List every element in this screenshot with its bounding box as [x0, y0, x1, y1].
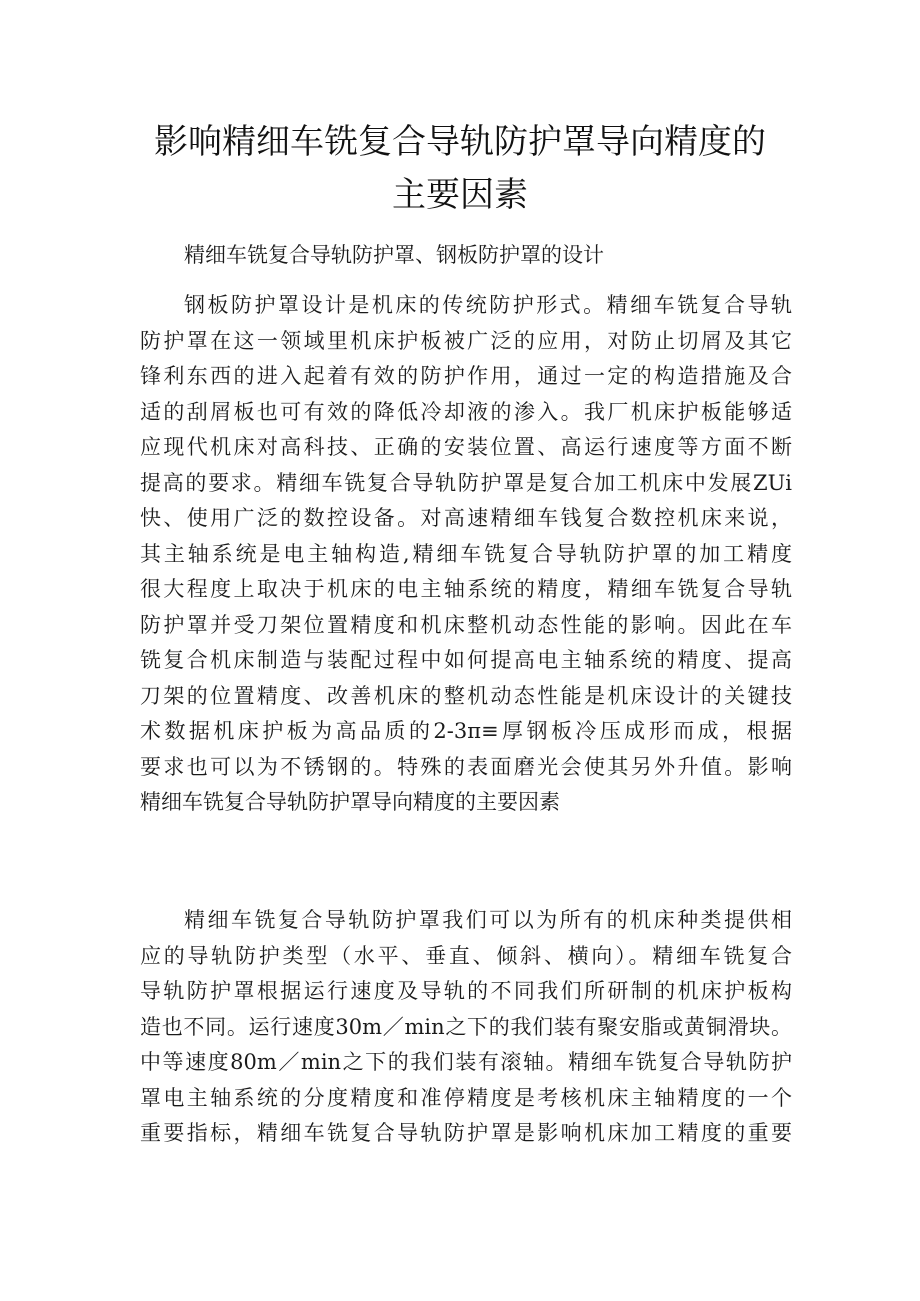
paragraph-line: 精细车铣复合导轨防护罩我们可以为所有的机床种类提供相 [184, 908, 792, 932]
paragraph-line: 重要指标，精细车铣复合导轨防护罩是影响机床加工精度的重要 [140, 1121, 792, 1145]
paragraph-line: 导轨防护罩根据运行速度及导轨的不同我们所研制的机床护板构 [140, 979, 792, 1003]
paragraph-line: 很大程度上取决于机床的电主轴系统的精度，精细车铣复合导轨 [140, 577, 792, 601]
paragraph-line: 造也不同。运行速度30m／min之下的我们装有聚安脂或黄铜滑块。 [140, 1014, 792, 1039]
paragraph-line: 锋利东西的进入起着有效的防护作用，通过一定的构造措施及合 [140, 364, 792, 388]
paragraph-line: 快、使用广泛的数控设备。对高速精细车钱复合数控机床来说， [140, 506, 792, 530]
paragraph-line: 刀架的位置精度、改善机床的整机动态性能是机床设计的关键技 [140, 683, 792, 708]
paragraph-line: 铣复合机床制造与装配过程中如何提高电主轴系统的精度、提高 [140, 648, 792, 672]
paragraph-line: 应的导轨防护类型（水平、垂直、倾斜、横向）。精细车铣复合 [140, 943, 792, 968]
title-line-1: 影响精细车铣复合导轨防护罩导向精度的 [154, 122, 766, 162]
paragraph-line: 要求也可以为不锈钢的。特殊的表面磨光会使其另外升值。影响 [140, 754, 792, 779]
paragraph-line: 防护罩并受刀架位置精度和机床整机动态性能的影响。因此在车 [140, 612, 792, 637]
paragraph-1 [140, 288, 792, 821]
paragraph-line: 钢板防护罩设计是机床的传统防护形式。精细车铣复合导轨 [184, 293, 792, 317]
paragraph-line: 适的刮屑板也可有效的降低冷却液的渗入。我厂机床护板能够适 [140, 399, 792, 424]
paragraph-line: 精细车铣复合导轨防护罩导向精度的主要因素 [140, 790, 560, 814]
document-title [140, 116, 780, 222]
paragraph-line: 术数据机床护板为高品质的2-3π≡厚钢板冷压成形而成，根据 [140, 719, 792, 743]
paragraph-line: 应现代机床对高科技、正确的安装位置、高运行速度等方面不断 [140, 435, 792, 459]
section-subheading: 精细车铣复合导轨防护罩、钢板防护罩的设计 [184, 243, 604, 267]
paragraph-line: 提高的要求。精细车铣复合导轨防护罩是复合加工机床中发展ZUi [140, 470, 792, 495]
paragraph-line: 防护罩在这一领域里机床护板被广泛的应用，对防止切屑及其它 [140, 328, 792, 353]
paragraph-line: 罩电主轴系统的分度精度和准停精度是考核机床主轴精度的一个 [140, 1085, 792, 1110]
paragraph-line: 其主轴系统是电主轴构造,精细车铣复合导轨防护罩的加工精度 [140, 541, 792, 566]
paragraph-line: 中等速度80m／min之下的我们装有滚轴。精细车铣复合导轨防护 [140, 1050, 792, 1074]
title-line-2: 主要因素 [392, 175, 528, 215]
paragraph-2 [140, 903, 792, 1152]
